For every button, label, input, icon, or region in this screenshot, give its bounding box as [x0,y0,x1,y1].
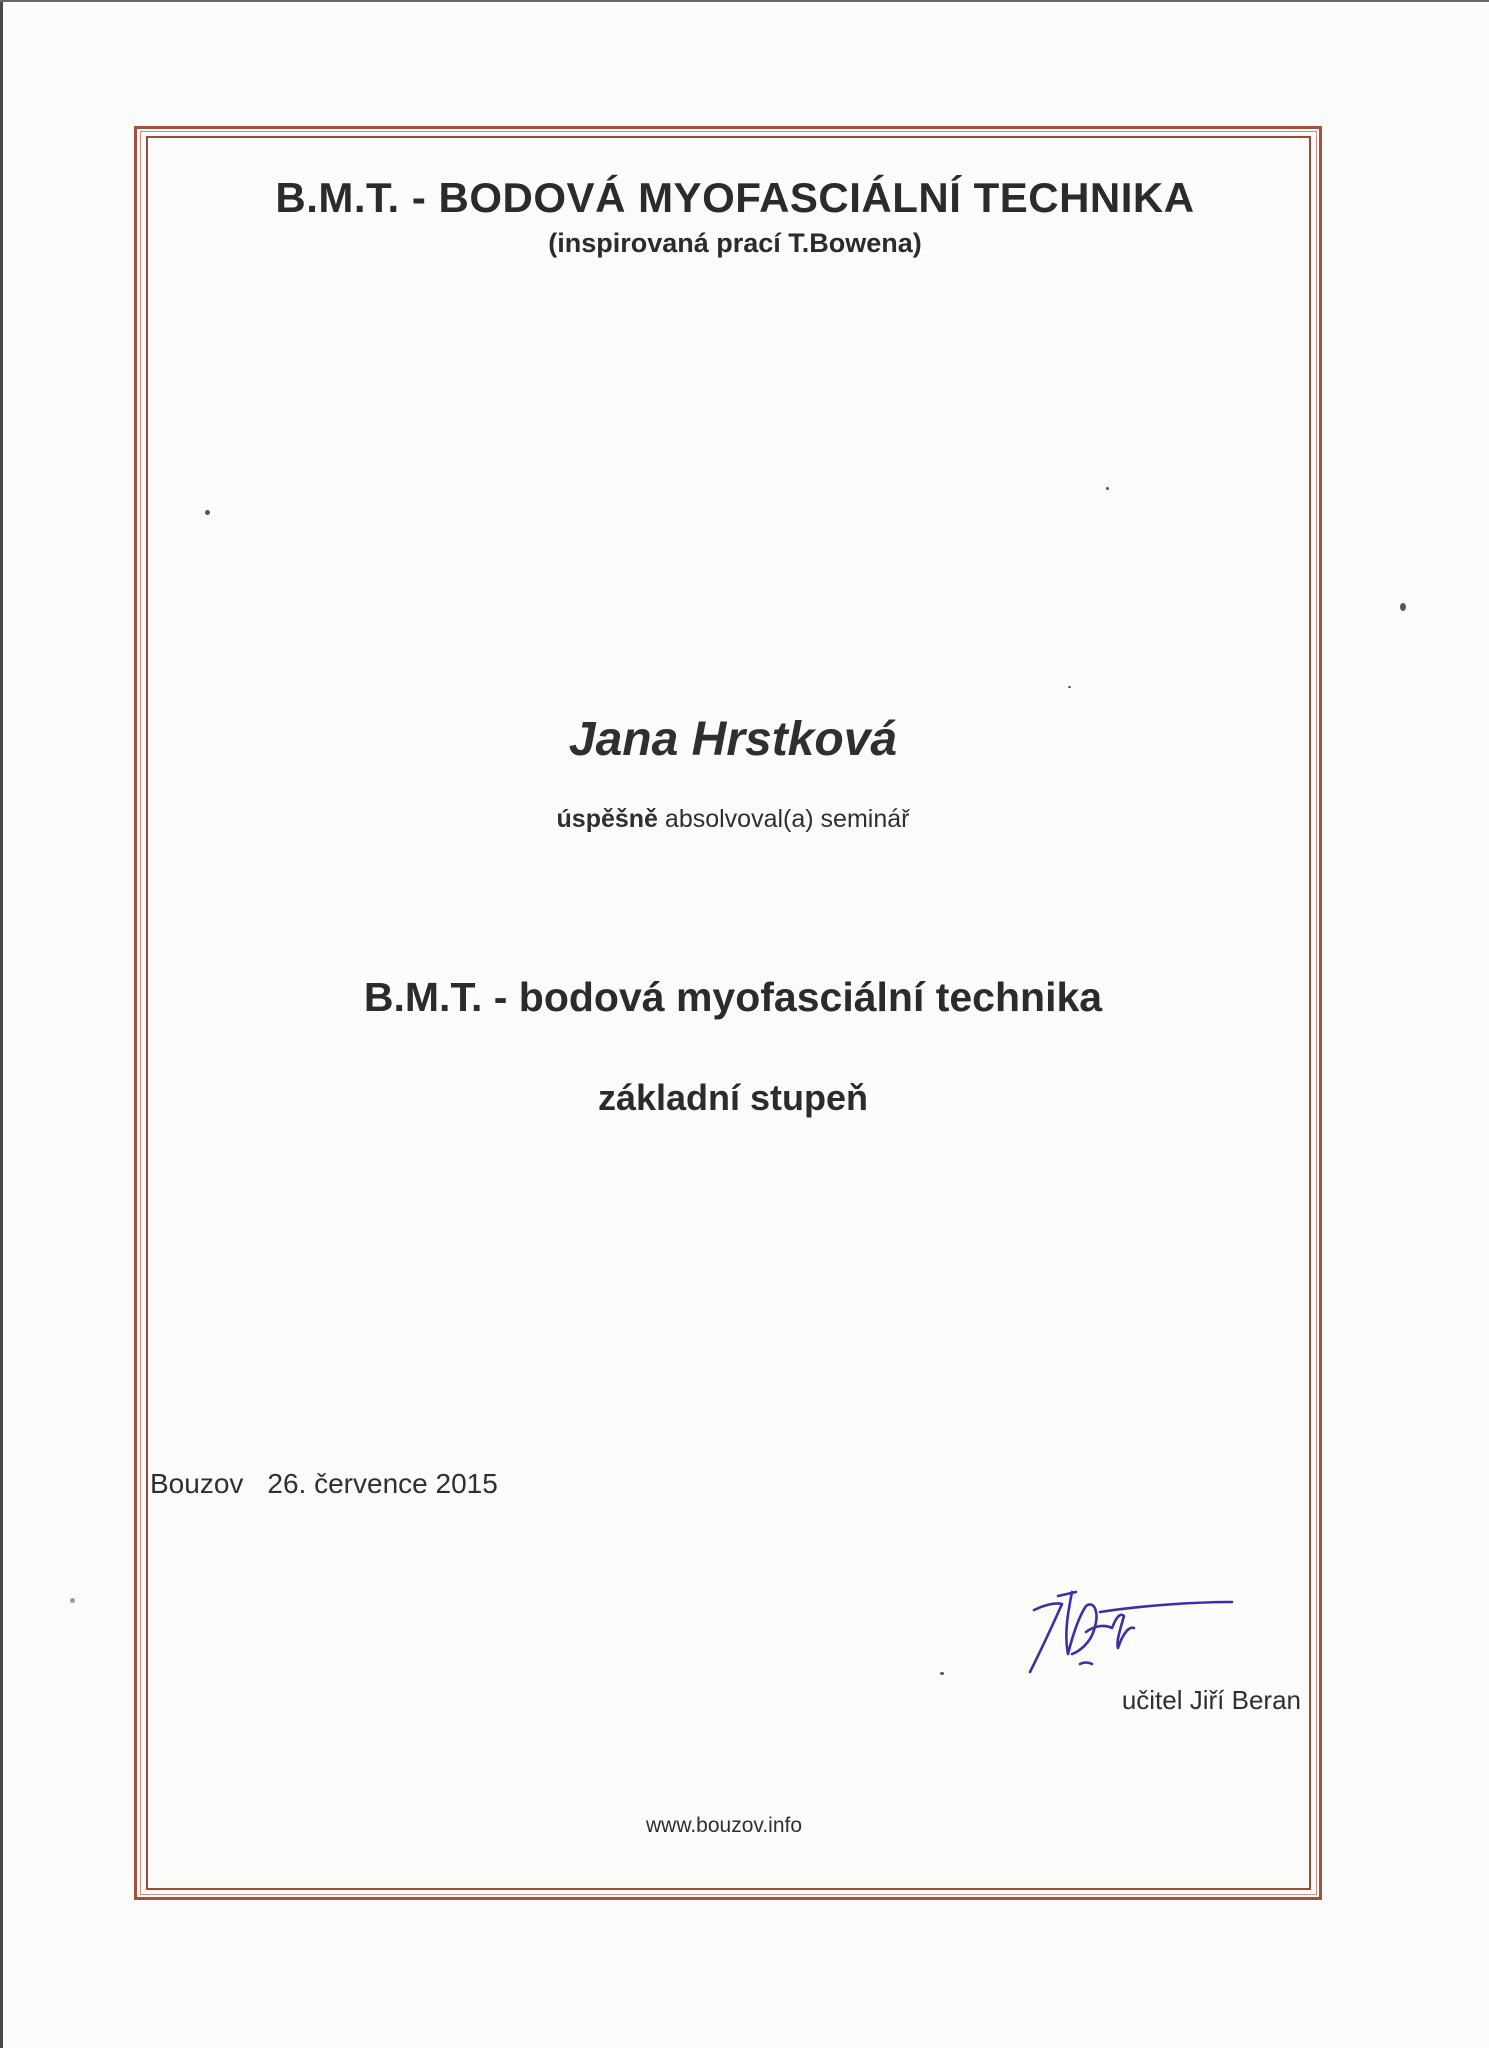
completion-emphasis: úspěšně [556,805,658,833]
certificate-title: B.M.T. - BODOVÁ MYOFASCIÁLNÍ TECHNIKA [275,174,1195,221]
scan-speck [1106,487,1109,490]
certificate-subtitle: (inspirovaná prací T.Bowena) [548,228,922,258]
scan-speck [70,1598,75,1603]
place: Bouzov [150,1468,244,1499]
teacher-signature [1020,1582,1235,1677]
course-level: základní stupeň [597,1077,869,1118]
completion-statement [0,805,1466,834]
scan-edge-top [0,0,1489,2]
course-name: B.M.T. - bodová myofasciální technika [363,974,1103,1020]
scan-speck [1068,686,1071,688]
date: 26. července 2015 [267,1468,498,1499]
recipient-name: Jana Hrstková [568,713,898,766]
scan-edge [0,0,3,2048]
place-and-date [150,1468,498,1500]
scan-speck [205,510,210,515]
completion-text: absolvoval(a) seminář [657,805,910,833]
scan-speck [940,1672,944,1675]
website-url: www.bouzov.info [645,1814,803,1837]
scan-speck [1400,603,1406,611]
teacher-name: učitel Jiří Beran [1121,1685,1301,1715]
